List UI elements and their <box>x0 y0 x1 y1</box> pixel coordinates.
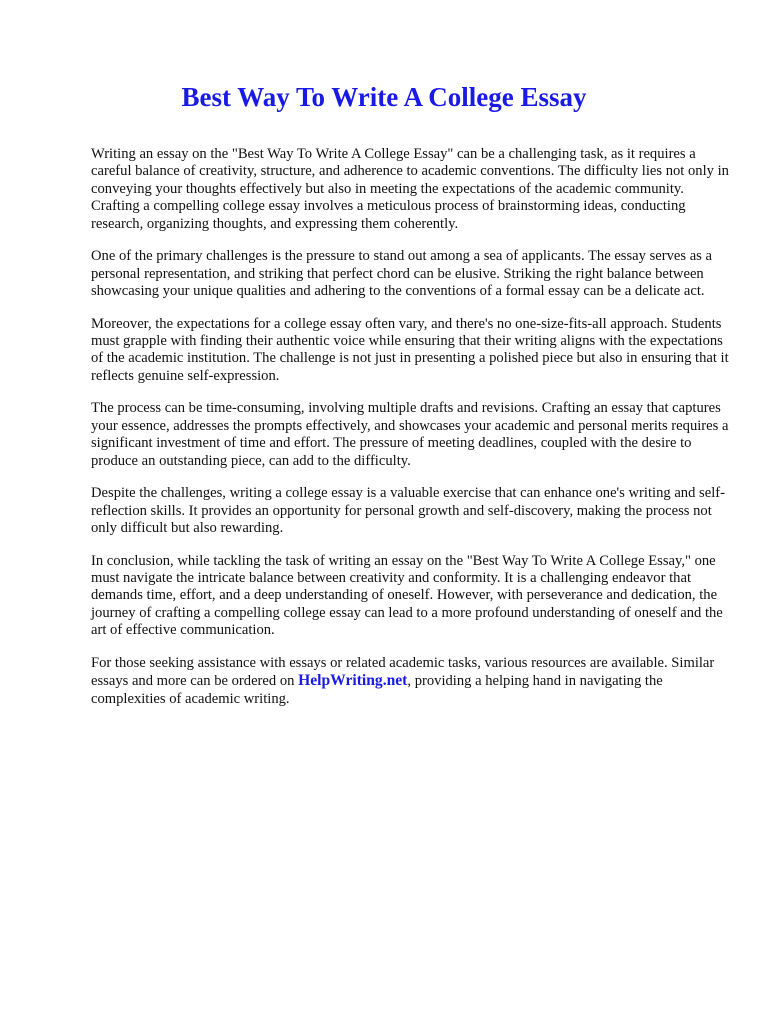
closing-text-before-link: For those seeking assistance with essays or related academic tasks, various resources are available. Similar essays and more can be ordered on <box>91 654 715 690</box>
closing-text-after-link: , providing a helping hand in navigating the complexities of academic writing. <box>91 673 663 707</box>
helpwriting-link[interactable]: HelpWriting.net <box>298 672 408 690</box>
paragraph-1: Writing an essay on the "Best Way To Write A College Essay" can be a challenging task, as it requires a careful balance of creativity, structure, and adherence to academic conventions. The difficulty lies not only in conveying your thoughts effectively but also in meeting the expectations of the academic community. Crafting a compelling college essay involves a meticulous process of brainstorming ideas, conducting research, organizing thoughts, and expressing them coherently. <box>91 146 729 232</box>
paragraph-2: One of the primary challenges is the pressure to stand out among a sea of applicants. The essay serves as a personal representation, and striking that perfect chord can be elusive. Striking the right balance between showcasing your unique qualities and adhering to the conventions of a formal essay can be a delicate act. <box>91 248 712 300</box>
paragraph-5: Despite the challenges, writing a college essay is a valuable exercise that can enhance one's writing and self-reflection skills. It provides an opportunity for personal growth and self-discovery, making the process not only difficult but also rewarding. <box>91 485 725 537</box>
document-title: Best Way To Write A College Essay <box>181 82 587 112</box>
paragraph-4: The process can be time-consuming, involving multiple drafts and revisions. Crafting an essay that captures your essence, addresses the prompts effectively, and showcases your academic and personal merits requires a significant investment of time and effort. The pressure of meeting deadlines, coupled with the desire to produce an outstanding piece, can add to the difficulty. <box>91 400 729 469</box>
closing-paragraph <box>91 655 731 708</box>
paragraph-3: Moreover, the expectations for a college essay often vary, and there's no one-size-fits-all approach. Students must grapple with finding their authentic voice while ensuring that their writing aligns with the expectations of the academic institution. The challenge is not just in presenting a polished piece but also in ensuring that it reflects genuine self-expression. <box>91 315 729 384</box>
document-body <box>91 146 731 723</box>
paragraph-6: In conclusion, while tackling the task of writing an essay on the "Best Way To Write A College Essay," one must navigate the intricate balance between creativity and conformity. It is a challenging endeavor that demands time, effort, and a deep understanding of oneself. However, with perseverance and dedication, the journey of crafting a compelling college essay can lead to a more profound understanding of oneself and the art of effective communication. <box>91 552 723 639</box>
